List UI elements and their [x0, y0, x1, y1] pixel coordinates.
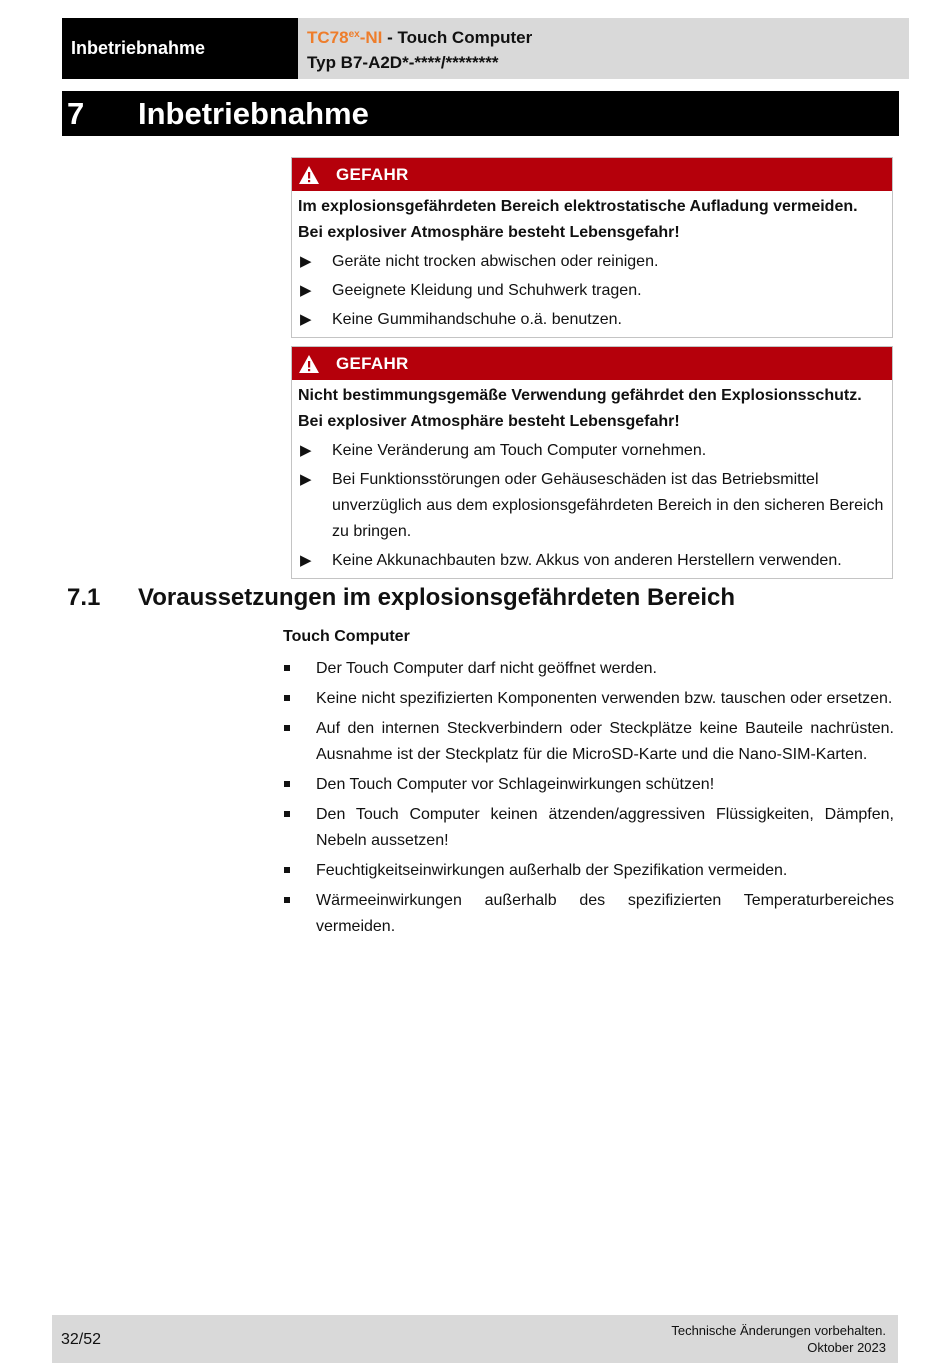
- danger-action-item: ▶ Keine Gummihandschuhe o.ä. benutzen.: [298, 307, 886, 333]
- square-bullet-icon: [284, 867, 290, 873]
- danger-box-header: [292, 158, 892, 191]
- list-item: Auf den internen Steckverbindern oder Steckplätze keine Bauteile nachrüsten. Ausnahme ist der Steckplatz für die MicroSD-Karte und die Nano-SIM-Karten.: [283, 716, 894, 768]
- list-item: Keine nicht spezifizierten Komponenten verwenden bzw. tauschen oder ersetzen.: [283, 686, 894, 712]
- danger-action-item: ▶ Bei Funktionsstörungen oder Gehäuseschäden ist das Betriebsmittel unverzüglich aus dem explosionsgefährdeten Bereich in den sicheren Bereich zu bringen.: [298, 467, 886, 545]
- square-bullet-icon: [284, 725, 290, 731]
- header-section-label: Inbetriebnahme: [71, 38, 206, 58]
- section-number: 7.1: [67, 584, 101, 611]
- danger-action-item: ▶ Geräte nicht trocken abwischen oder reinigen.: [298, 249, 886, 275]
- header-section-title: [62, 18, 298, 79]
- warning-triangle-icon: [298, 165, 320, 185]
- footer-note: [671, 1322, 886, 1356]
- arrow-right-icon: ▶: [300, 311, 312, 328]
- arrow-right-icon: ▶: [300, 552, 312, 569]
- list-item: Den Touch Computer keinen ätzenden/aggressiven Flüssigkeiten, Dämpfen, Nebeln aussetzen!: [283, 802, 894, 854]
- danger-box-electrostatic: [291, 157, 893, 338]
- product-type: Typ B7-A2D*-****/********: [307, 53, 499, 72]
- header-product-info: [298, 18, 909, 79]
- danger-label: GEFAHR: [336, 353, 409, 373]
- arrow-right-icon: ▶: [300, 282, 312, 299]
- danger-action-item: ▶ Keine Akkunachbauten bzw. Akkus von anderen Herstellern verwenden.: [298, 548, 886, 574]
- danger-action-item: ▶ Keine Veränderung am Touch Computer vornehmen.: [298, 438, 886, 464]
- danger-box-header: [292, 347, 892, 380]
- product-line: [307, 25, 909, 50]
- requirements-list: [283, 656, 894, 944]
- product-brand: $TC78^{ex}-NI$: [307, 28, 383, 47]
- square-bullet-icon: [284, 897, 290, 903]
- footer-disclaimer: Technische Änderungen vorbehalten.: [671, 1323, 886, 1338]
- section-title: Voraussetzungen im explosionsgefährdeten Bereich: [138, 584, 736, 611]
- list-item: Feuchtigkeitseinwirkungen außerhalb der Spezifikation vermeiden.: [283, 858, 894, 884]
- product-name: - Touch Computer: [382, 28, 533, 47]
- danger-box-misuse: [291, 346, 893, 579]
- arrow-right-icon: ▶: [300, 442, 312, 459]
- danger-action-item: ▶ Geeignete Kleidung und Schuhwerk tragen.: [298, 278, 886, 304]
- warning-triangle-icon: [298, 354, 320, 374]
- list-item: Der Touch Computer darf nicht geöffnet werden.: [283, 656, 894, 682]
- chapter-heading: [62, 91, 899, 136]
- square-bullet-icon: [284, 695, 290, 701]
- danger-label: GEFAHR: [336, 164, 409, 184]
- square-bullet-icon: [284, 811, 290, 817]
- danger-consequence: Bei explosiver Atmosphäre besteht Lebensgefahr!: [298, 413, 680, 430]
- danger-consequence: Bei explosiver Atmosphäre besteht Lebensgefahr!: [298, 224, 680, 241]
- list-item: Wärmeeinwirkungen außerhalb des spezifizierten Temperaturbereiches vermeiden.: [283, 888, 894, 940]
- page-footer: [52, 1315, 898, 1363]
- arrow-right-icon: ▶: [300, 253, 312, 270]
- chapter-title: Inbetriebnahme: [138, 95, 369, 131]
- square-bullet-icon: [284, 781, 290, 787]
- page-number: 32/52: [61, 1331, 102, 1348]
- footer-date: Oktober 2023: [807, 1340, 886, 1355]
- arrow-right-icon: ▶: [300, 471, 312, 488]
- danger-statement: Nicht bestimmungsgemäße Verwendung gefährdet den Explosionsschutz.: [298, 387, 862, 404]
- square-bullet-icon: [284, 665, 290, 671]
- list-item: Den Touch Computer vor Schlageinwirkungen schützen!: [283, 772, 894, 798]
- chapter-number: 7: [67, 95, 85, 131]
- section-subtitle: Touch Computer: [283, 628, 410, 645]
- danger-statement: Im explosionsgefährdeten Bereich elektrostatische Aufladung vermeiden.: [298, 198, 858, 215]
